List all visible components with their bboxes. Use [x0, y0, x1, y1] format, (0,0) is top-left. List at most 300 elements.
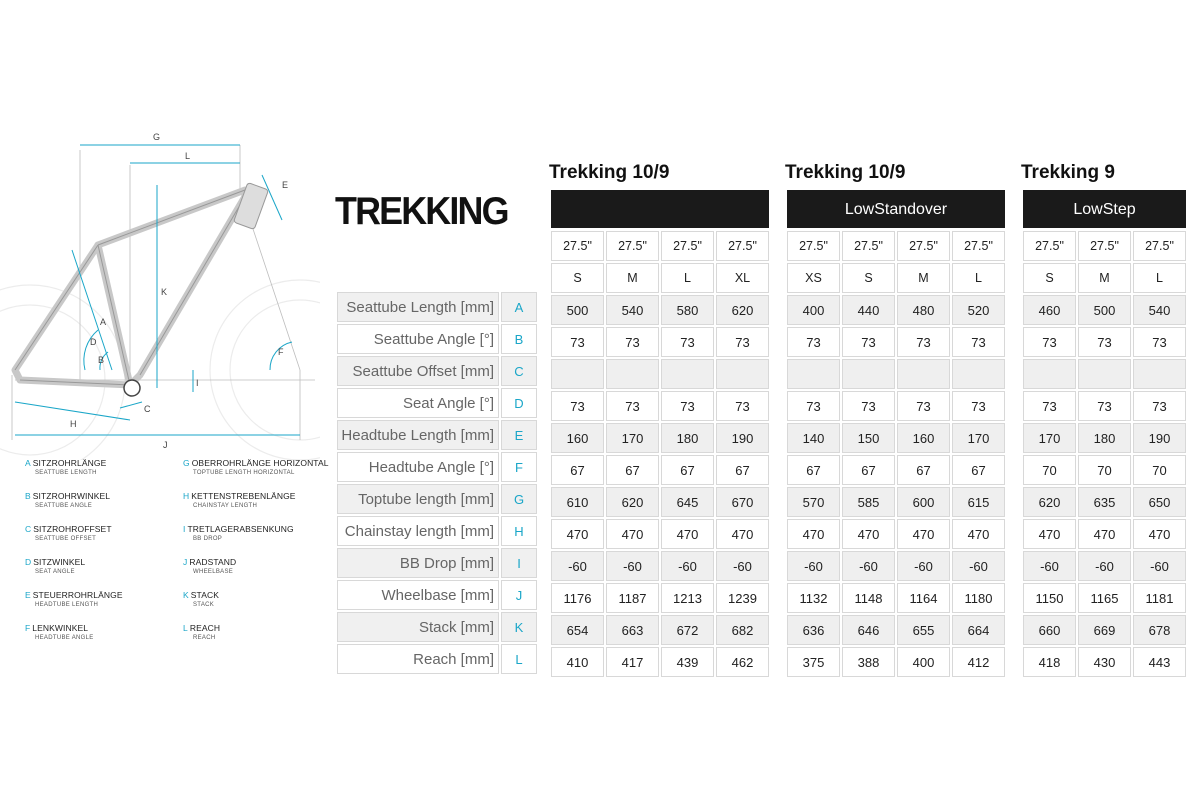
wheel-size-cell: 27.5" — [1078, 231, 1131, 261]
geometry-values-table — [549, 229, 771, 679]
value-cell: 73 — [606, 327, 659, 357]
table-row — [337, 644, 537, 674]
value-cell: 1187 — [606, 583, 659, 613]
measurement-letter: J — [501, 580, 537, 610]
measurement-labels-table — [335, 290, 539, 676]
frame-size-cell: XL — [716, 263, 769, 293]
value-cell: 636 — [787, 615, 840, 645]
bottom-bracket — [124, 380, 140, 396]
table-row — [337, 516, 537, 546]
table-row — [787, 359, 1005, 389]
value-cell: 412 — [952, 647, 1005, 677]
value-cell: 670 — [716, 487, 769, 517]
value-cell: 73 — [661, 327, 714, 357]
legend-de: REACH — [189, 623, 221, 633]
table-row — [787, 583, 1005, 613]
value-cell: 180 — [661, 423, 714, 453]
value-cell: -60 — [1133, 551, 1186, 581]
measurement-name: Stack [mm] — [337, 612, 499, 642]
table-row — [787, 391, 1005, 421]
table-row — [551, 647, 769, 677]
value-cell: 678 — [1133, 615, 1186, 645]
table-row — [551, 391, 769, 421]
legend-de: TRETLAGERABSENKUNG — [187, 524, 294, 534]
measurement-name: Seat Angle [°] — [337, 388, 499, 418]
table-row — [551, 359, 769, 389]
diagram-label-b: B — [98, 355, 105, 365]
value-cell: 67 — [716, 455, 769, 485]
value-cell — [1078, 359, 1131, 389]
value-cell — [551, 359, 604, 389]
diagram-label-i: I — [196, 378, 199, 388]
frame-size-cell: M — [1078, 263, 1131, 293]
legend-item — [183, 557, 333, 575]
table-row — [787, 615, 1005, 645]
frame-size-cell: S — [842, 263, 895, 293]
value-cell: 570 — [787, 487, 840, 517]
wheel-arcs — [0, 280, 320, 460]
model-heading: Trekking 10/9 — [549, 162, 670, 183]
value-cell: 67 — [661, 455, 714, 485]
value-cell: 73 — [1023, 327, 1076, 357]
value-cell: 470 — [897, 519, 950, 549]
value-cell: 67 — [606, 455, 659, 485]
geometry-values-table — [785, 229, 1007, 679]
value-cell: 160 — [551, 423, 604, 453]
legend-letter: I — [183, 524, 186, 534]
wheel-size-cell: 27.5" — [897, 231, 950, 261]
value-cell: 470 — [1078, 519, 1131, 549]
value-cell: 615 — [952, 487, 1005, 517]
value-cell: 663 — [606, 615, 659, 645]
measurement-name: Seattube Offset [mm] — [337, 356, 499, 386]
table-row — [337, 548, 537, 578]
table-row — [787, 519, 1005, 549]
legend-en: SEATTUBE OFFSET — [35, 536, 97, 542]
page-title: TREKKING — [335, 190, 508, 233]
value-cell — [1023, 359, 1076, 389]
value-cell: 440 — [842, 295, 895, 325]
table-row — [1023, 583, 1186, 613]
table-row — [1023, 615, 1186, 645]
value-cell: 1213 — [661, 583, 714, 613]
legend-de: OBERROHRLÄNGE HORIZONTAL — [191, 458, 329, 468]
table-row — [337, 452, 537, 482]
value-cell: -60 — [842, 551, 895, 581]
wheel-size-cell: 27.5" — [842, 231, 895, 261]
value-cell: 73 — [551, 327, 604, 357]
diagram-label-e: E — [282, 180, 289, 190]
legend-letter: J — [183, 557, 188, 567]
model-heading: Trekking 9 — [1021, 162, 1115, 183]
model-block-trekking-10-9 — [549, 160, 771, 679]
frame-size-cell: M — [897, 263, 950, 293]
value-cell: 635 — [1078, 487, 1131, 517]
legend-de: SITZROHRWINKEL — [32, 491, 111, 501]
value-cell: 170 — [1023, 423, 1076, 453]
table-row — [337, 580, 537, 610]
table-row — [337, 356, 537, 386]
value-cell: 73 — [842, 391, 895, 421]
table-row — [787, 455, 1005, 485]
value-cell: 73 — [1078, 391, 1131, 421]
value-cell: 73 — [897, 391, 950, 421]
table-row — [1023, 359, 1186, 389]
value-cell: 480 — [897, 295, 950, 325]
value-cell: 470 — [1133, 519, 1186, 549]
measurement-name: Wheelbase [mm] — [337, 580, 499, 610]
value-cell: 654 — [551, 615, 604, 645]
wheel-size-cell: 27.5" — [787, 231, 840, 261]
value-cell: 655 — [897, 615, 950, 645]
geometry-values-table — [1021, 229, 1188, 679]
value-cell: 73 — [787, 327, 840, 357]
wheel-size-cell: 27.5" — [1133, 231, 1186, 261]
legend-item — [25, 623, 175, 641]
value-cell: 664 — [952, 615, 1005, 645]
value-cell: 669 — [1078, 615, 1131, 645]
measurement-letter: L — [501, 644, 537, 674]
value-cell: 73 — [606, 391, 659, 421]
legend-en: SEATTUBE ANGLE — [35, 503, 93, 509]
legend-de: LENKWINKEL — [32, 623, 89, 633]
measurement-name: Headtube Length [mm] — [337, 420, 499, 450]
value-cell: 73 — [952, 327, 1005, 357]
value-cell: 470 — [1023, 519, 1076, 549]
value-cell: 660 — [1023, 615, 1076, 645]
diagram-label-g: G — [153, 132, 161, 142]
value-cell: -60 — [897, 551, 950, 581]
model-subheading-bar — [551, 190, 769, 228]
legend-item — [183, 590, 333, 608]
value-cell: -60 — [551, 551, 604, 581]
model-block-trekking-10-9-lowstandover — [785, 160, 1007, 679]
legend-letter: E — [25, 590, 31, 600]
value-cell: 73 — [1078, 327, 1131, 357]
table-row — [551, 519, 769, 549]
value-cell: 190 — [716, 423, 769, 453]
measurement-letter: A — [501, 292, 537, 322]
value-cell — [606, 359, 659, 389]
legend-en: WHEELBASE — [193, 569, 234, 575]
value-cell: 150 — [842, 423, 895, 453]
legend-de: STEUERROHRLÄNGE — [32, 590, 123, 600]
measurement-name: Toptube length [mm] — [337, 484, 499, 514]
value-cell: 160 — [897, 423, 950, 453]
value-cell: 520 — [952, 295, 1005, 325]
value-cell: 67 — [551, 455, 604, 485]
value-cell: -60 — [787, 551, 840, 581]
measurement-name: Seattube Length [mm] — [337, 292, 499, 322]
value-cell: 1180 — [952, 583, 1005, 613]
legend-letter: D — [25, 557, 32, 567]
value-cell: 140 — [787, 423, 840, 453]
table-row — [551, 615, 769, 645]
diagram-letters — [70, 132, 288, 450]
legend-item — [25, 524, 175, 542]
frame-size-row — [551, 263, 769, 293]
value-cell: 73 — [551, 391, 604, 421]
value-cell: 67 — [952, 455, 1005, 485]
table-row — [551, 455, 769, 485]
value-cell: 645 — [661, 487, 714, 517]
model-block-trekking-9-lowstep — [1021, 160, 1188, 679]
wheel-size-cell: 27.5" — [606, 231, 659, 261]
value-cell — [661, 359, 714, 389]
diagram-label-a: A — [100, 317, 107, 327]
table-row — [551, 327, 769, 357]
measurement-name: Headtube Angle [°] — [337, 452, 499, 482]
value-cell: 170 — [952, 423, 1005, 453]
value-cell: 470 — [606, 519, 659, 549]
value-cell: 470 — [716, 519, 769, 549]
value-cell: 73 — [1023, 391, 1076, 421]
value-cell: 1181 — [1133, 583, 1186, 613]
value-cell: 67 — [897, 455, 950, 485]
wheel-size-cell: 27.5" — [716, 231, 769, 261]
model-subheading-bar: LowStep — [1023, 190, 1186, 228]
measurement-letter: D — [501, 388, 537, 418]
value-cell: 73 — [842, 327, 895, 357]
value-cell: 540 — [606, 295, 659, 325]
legend-item — [183, 524, 333, 542]
legend-item — [25, 491, 175, 509]
diagram-label-k: K — [161, 287, 168, 297]
value-cell: 500 — [1078, 295, 1131, 325]
value-cell: 73 — [716, 327, 769, 357]
measurement-name: Chainstay length [mm] — [337, 516, 499, 546]
table-row — [1023, 647, 1186, 677]
value-cell: 470 — [787, 519, 840, 549]
value-cell: 585 — [842, 487, 895, 517]
table-row — [787, 423, 1005, 453]
table-row — [1023, 391, 1186, 421]
legend-en: TOPTUBE LENGTH HORIZONTAL — [193, 470, 295, 476]
table-row — [1023, 551, 1186, 581]
legend-en: REACH — [193, 635, 216, 641]
value-cell: 470 — [551, 519, 604, 549]
table-row — [787, 487, 1005, 517]
value-cell: 73 — [787, 391, 840, 421]
table-row — [337, 324, 537, 354]
value-cell: 646 — [842, 615, 895, 645]
legend-de: SITZROHROFFSET — [33, 524, 112, 534]
value-cell: 540 — [1133, 295, 1186, 325]
value-cell: 388 — [842, 647, 895, 677]
value-cell: 620 — [1023, 487, 1076, 517]
legend-de: KETTENSTREBENLÄNGE — [191, 491, 296, 501]
legend-en: SEATTUBE LENGTH — [35, 470, 97, 476]
measurement-letter: F — [501, 452, 537, 482]
frame-size-cell: L — [1133, 263, 1186, 293]
value-cell: 650 — [1133, 487, 1186, 517]
value-cell: 400 — [787, 295, 840, 325]
value-cell: 73 — [952, 391, 1005, 421]
measurement-name: Seattube Angle [°] — [337, 324, 499, 354]
value-cell: 580 — [661, 295, 714, 325]
table-row — [787, 295, 1005, 325]
legend-item — [183, 491, 333, 509]
value-cell: -60 — [1023, 551, 1076, 581]
value-cell: 1132 — [787, 583, 840, 613]
legend-en: SEAT ANGLE — [35, 569, 75, 575]
value-cell: 190 — [1133, 423, 1186, 453]
value-cell — [787, 359, 840, 389]
value-cell — [842, 359, 895, 389]
wheel-size-cell: 27.5" — [1023, 231, 1076, 261]
diagram-label-l: L — [185, 151, 191, 161]
frame-outline — [15, 188, 250, 385]
value-cell: 70 — [1078, 455, 1131, 485]
value-cell: 443 — [1133, 647, 1186, 677]
legend-en: CHAINSTAY LENGTH — [193, 503, 258, 509]
value-cell: 67 — [787, 455, 840, 485]
value-cell: 73 — [1133, 391, 1186, 421]
table-row — [551, 487, 769, 517]
value-cell: 620 — [606, 487, 659, 517]
value-cell — [716, 359, 769, 389]
measurement-name: Reach [mm] — [337, 644, 499, 674]
legend-letter: C — [25, 524, 32, 534]
wheel-size-row — [1023, 231, 1186, 261]
table-row — [1023, 423, 1186, 453]
diagram-label-j: J — [163, 440, 168, 450]
value-cell: 170 — [606, 423, 659, 453]
value-cell: 1164 — [897, 583, 950, 613]
legend-letter: A — [25, 458, 31, 468]
value-cell: -60 — [661, 551, 714, 581]
frame-tubes — [15, 188, 250, 385]
frame-size-cell: XS — [787, 263, 840, 293]
value-cell: 672 — [661, 615, 714, 645]
model-subheading-bar: LowStandover — [787, 190, 1005, 228]
measurement-letter: K — [501, 612, 537, 642]
value-cell: 70 — [1133, 455, 1186, 485]
value-cell: 439 — [661, 647, 714, 677]
legend-item — [183, 623, 333, 641]
table-row — [1023, 487, 1186, 517]
frame-size-cell: L — [952, 263, 1005, 293]
measurement-letter: I — [501, 548, 537, 578]
legend-item — [25, 557, 175, 575]
wheel-size-cell: 27.5" — [661, 231, 714, 261]
value-cell — [1133, 359, 1186, 389]
table-row — [337, 612, 537, 642]
legend-letter: L — [183, 623, 188, 633]
value-cell: 1176 — [551, 583, 604, 613]
value-cell: 418 — [1023, 647, 1076, 677]
diagram-label-c: C — [144, 404, 151, 414]
table-row — [1023, 327, 1186, 357]
frame-size-cell: S — [1023, 263, 1076, 293]
value-cell: 410 — [551, 647, 604, 677]
measurement-letter: E — [501, 420, 537, 450]
wheel-size-row — [787, 231, 1005, 261]
legend-item — [25, 458, 175, 476]
table-row — [337, 484, 537, 514]
value-cell: 73 — [661, 391, 714, 421]
legend-en: STACK — [193, 602, 215, 608]
value-cell: 470 — [952, 519, 1005, 549]
value-cell: 73 — [897, 327, 950, 357]
legend-en: HEADTUBE LENGTH — [35, 602, 99, 608]
value-cell: 460 — [1023, 295, 1076, 325]
value-cell: 400 — [897, 647, 950, 677]
table-row — [551, 551, 769, 581]
value-cell: -60 — [1078, 551, 1131, 581]
value-cell — [897, 359, 950, 389]
frame-size-row — [1023, 263, 1186, 293]
table-row — [551, 423, 769, 453]
legend-item — [183, 458, 333, 476]
value-cell: 600 — [897, 487, 950, 517]
value-cell: 1148 — [842, 583, 895, 613]
value-cell: 73 — [716, 391, 769, 421]
legend-de: SITZROHRLÄNGE — [32, 458, 107, 468]
value-cell: -60 — [716, 551, 769, 581]
wheel-size-cell: 27.5" — [551, 231, 604, 261]
table-row — [337, 388, 537, 418]
legend-letter: H — [183, 491, 190, 501]
value-cell: 67 — [842, 455, 895, 485]
diagram-label-h: H — [70, 419, 77, 429]
value-cell: 620 — [716, 295, 769, 325]
legend-letter: G — [183, 458, 190, 468]
value-cell: 73 — [1133, 327, 1186, 357]
table-row — [551, 295, 769, 325]
value-cell: 375 — [787, 647, 840, 677]
diagram-label-f: F — [278, 347, 284, 357]
frame-size-cell: M — [606, 263, 659, 293]
wheel-size-row — [551, 231, 769, 261]
measurement-letter: G — [501, 484, 537, 514]
value-cell: 417 — [606, 647, 659, 677]
measurement-letter: H — [501, 516, 537, 546]
value-cell: 1150 — [1023, 583, 1076, 613]
value-cell: 1239 — [716, 583, 769, 613]
diagram-label-d: D — [90, 337, 97, 347]
table-row — [1023, 295, 1186, 325]
value-cell: 1165 — [1078, 583, 1131, 613]
measurement-name: BB Drop [mm] — [337, 548, 499, 578]
legend-letter: K — [183, 590, 189, 600]
value-cell: 682 — [716, 615, 769, 645]
legend-en: BB DROP — [193, 536, 223, 542]
table-row — [787, 647, 1005, 677]
frame-size-cell: S — [551, 263, 604, 293]
measurement-letter: C — [501, 356, 537, 386]
value-cell: -60 — [952, 551, 1005, 581]
measurement-letter: B — [501, 324, 537, 354]
value-cell: 500 — [551, 295, 604, 325]
geometry-legend — [25, 458, 329, 648]
legend-de: STACK — [190, 590, 219, 600]
legend-letter: F — [25, 623, 31, 633]
frame-geometry-diagram — [0, 130, 320, 460]
frame-size-row — [787, 263, 1005, 293]
legend-item — [25, 590, 175, 608]
frame-size-cell: L — [661, 263, 714, 293]
wheel-size-cell: 27.5" — [952, 231, 1005, 261]
table-row — [1023, 519, 1186, 549]
legend-de: RADSTAND — [189, 557, 237, 567]
value-cell: 430 — [1078, 647, 1131, 677]
table-row — [787, 327, 1005, 357]
table-row — [551, 583, 769, 613]
legend-de: SITZWINKEL — [33, 557, 86, 567]
legend-letter: B — [25, 491, 31, 501]
value-cell: 70 — [1023, 455, 1076, 485]
